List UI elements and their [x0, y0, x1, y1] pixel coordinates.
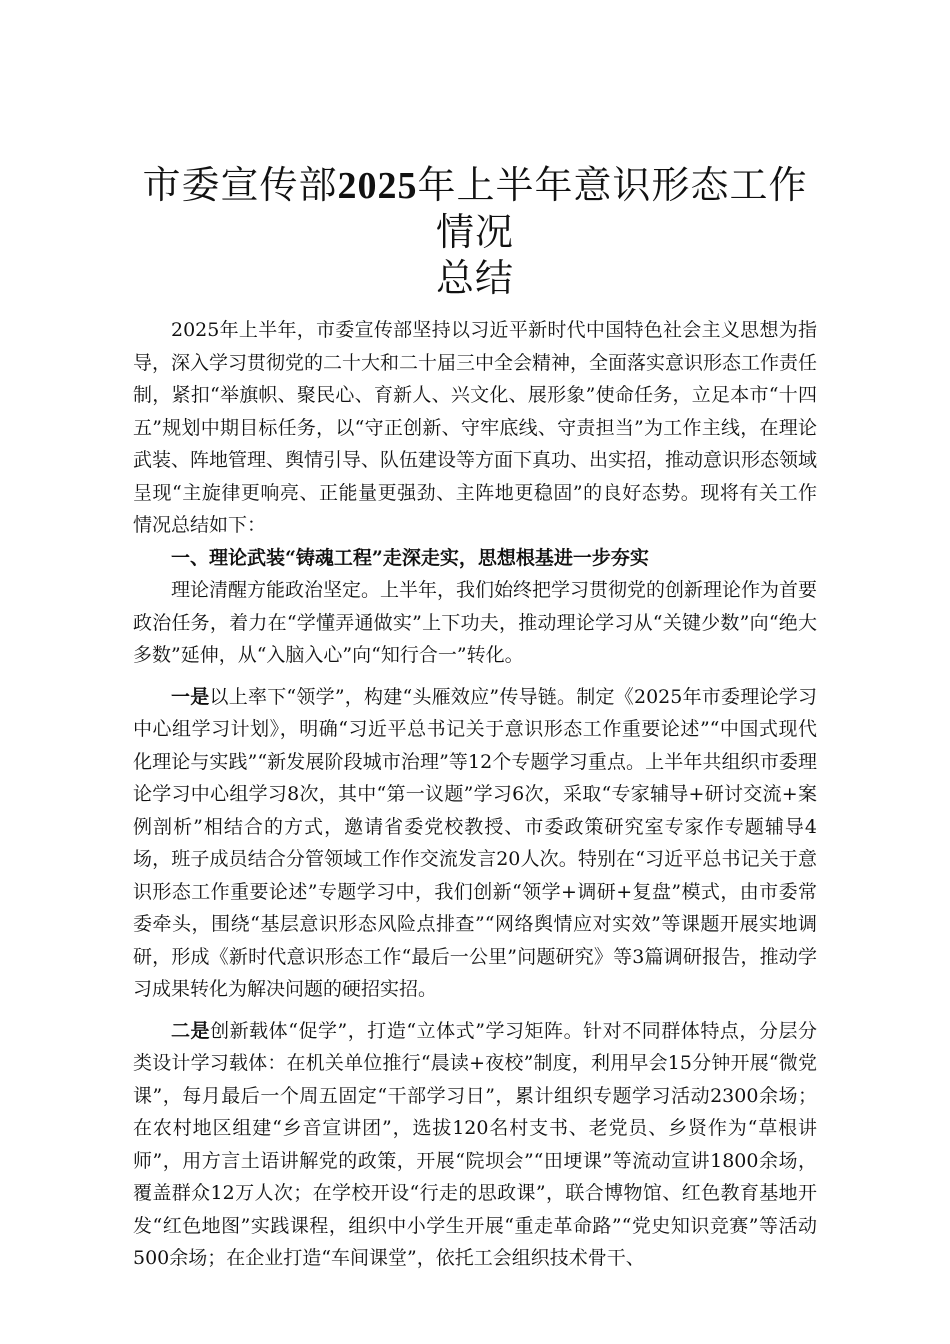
item2-paragraph [133, 1015, 817, 1275]
intro-paragraph: 2025年上半年，市委宣传部坚持以习近平新时代中国特色社会主义思想为指导，深入学习贯彻党的二十大和二十届三中全会精神，全面落实意识形态工作责任制，紧扣“举旗帜、聚民心、育新人、兴文化、展形象”使命任务，立足本市“十四五”规划中期目标任务，以“守正创新、守牢底线、守责担当”为工作主线，在理论武装、阵地管理、舆情引导、队伍建设等方面下真功、出实招，推动意识形态领域呈现“主旋律更响亮、正能量更强劲、主阵地更稳固”的良好态势。现将有关工作情况总结如下： [133, 319, 818, 536]
title-line1-post: 年上半年意识形态工作情况 [417, 163, 808, 254]
title-line1-pre: 市委宣传部 [142, 163, 338, 207]
item1-paragraph [133, 681, 817, 1006]
section-heading-1: 一、理论武装“铸魂工程”走深走实，思想根基进一步夯实 [171, 546, 649, 569]
item2-text: 创新载体“促学”，打造“立体式”学习矩阵。针对不同群体特点，分层分类设计学习载体：在机关单位推行“晨读+夜校”制度，利用早会15分钟开展“微党课”，每月最后一个周五固定“干部学习日”，累计组织专题学习活动2300余场；在农村地区组建“乡音宣讲团”，选拔120名村支书、老党员、乡贤作为“草根讲师”，用方言土语讲解党的政策，开展“院坝会”“田埂课”等流动宣讲1800余场，覆盖群众12万人次；在学校开设“行走的思政课”，联合博物馆、红色教育基地开发“红色地图”实践课程，组织中小学生开展“重走革命路”“党史知识竞赛”等活动500余场；在企业打造“车间课堂”，依托工会组织技术骨干、 [133, 1019, 817, 1269]
document-title [133, 162, 817, 301]
item2-lead: 二是 [171, 1019, 211, 1042]
title-year: 2025 [337, 165, 418, 207]
title-line2: 总结 [435, 256, 514, 300]
item1-lead: 一是 [171, 685, 210, 708]
item1-text: 以上率下“领学”，构建“头雁效应”传导链。制定《2025年市委理论学习中心组学习计划》，明确“习近平总书记关于意识形态工作重要论述”“中国式现代化理论与实践”“新发展阶段城市治理”等12个专题学习重点。上半年共组织市委理论学习中心组学习8次，其中“第一议题”学习6次，采取“专家辅导+研讨交流+案例剖析”相结合的方式，邀请省委党校教授、市委政策研究室专家作专题辅导4场，班子成员结合分管领域工作作交流发言20人次。特别在“习近平总书记关于意识形态工作重要论述”专题学习中，我们创新“领学+调研+复盘”模式，由市委常委牵头，围绕“基层意识形态风险点排查”“网络舆情应对实效”等课题开展实地调研，形成《新时代意识形态工作“最后一公里”问题研究》等3篇调研报告，推动学习成果转化为解决问题的硬招实招。 [133, 685, 817, 1000]
section1-intro-paragraph: 理论清醒方能政治坚定。上半年，我们始终把学习贯彻党的创新理论作为首要政治任务，着力在“学懂弄通做实”上下功夫，推动理论学习从“关键少数”向“绝大多数”延伸，从“入脑入心”向“知行合一”转化。 [133, 579, 818, 666]
